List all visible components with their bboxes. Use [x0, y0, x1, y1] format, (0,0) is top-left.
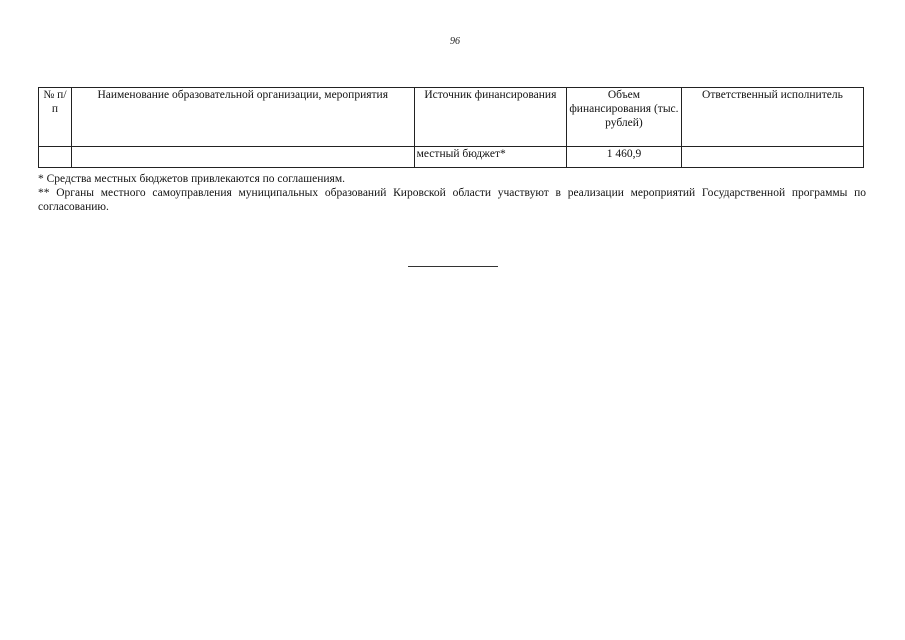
table-header-row — [39, 88, 864, 147]
cell-responsible — [681, 147, 863, 168]
header-responsible: Ответственный исполнитель — [681, 88, 863, 147]
cell-number — [39, 147, 72, 168]
header-funding-source: Источник финансирования — [414, 88, 566, 147]
footnotes — [38, 172, 866, 214]
footnote-local-government: ** Органы местного самоуправления муниципальных образований Кировской области участвуют в реализации мероприятий Государственной программы по согласованию. — [38, 187, 866, 213]
page-number: 96 — [450, 36, 460, 47]
cell-funding-volume: 1 460,9 — [567, 147, 682, 168]
end-of-document-line — [408, 266, 498, 267]
cell-organization-name — [71, 147, 414, 168]
header-number: № п/п — [39, 88, 72, 147]
table-row — [39, 147, 864, 168]
footnote-local-budgets: * Средства местных бюджетов привлекаются по соглашениям. — [38, 173, 345, 185]
cell-funding-source: местный бюджет* — [414, 147, 566, 168]
financing-table — [38, 87, 864, 168]
header-organization-name: Наименование образовательной организации, мероприятия — [71, 88, 414, 147]
header-funding-volume: Объем финансирования (тыс. рублей) — [567, 88, 682, 147]
